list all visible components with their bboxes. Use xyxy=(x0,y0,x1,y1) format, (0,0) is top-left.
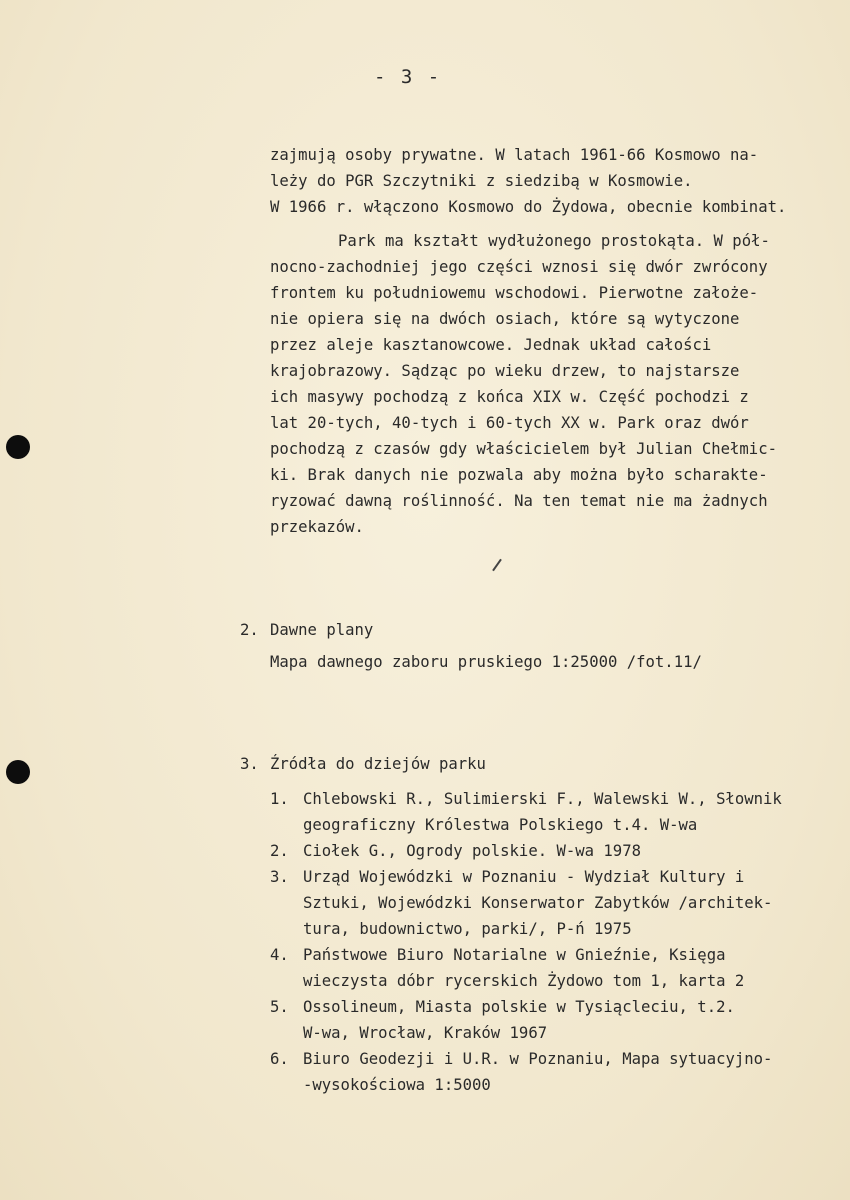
source-line: wieczysta dóbr rycerskich Żydowo tom 1, karta 2 xyxy=(303,972,745,990)
section-line: Mapa dawnego zaboru pruskiego 1:25000 /fot.11/ xyxy=(270,653,702,671)
source-number: 2. xyxy=(270,842,289,860)
section-title: Dawne plany xyxy=(270,621,374,639)
paragraph-line: Park ma kształt wydłużonego prostokąta. W pół- xyxy=(338,232,770,250)
punch-hole-top xyxy=(6,435,30,459)
source-line: Chlebowski R., Sulimierski F., Walewski W., Słownik xyxy=(303,790,782,808)
source-number: 4. xyxy=(270,946,289,964)
source-line: Ossolineum, Miasta polskie w Tysiącleciu, t.2. xyxy=(303,998,735,1016)
paragraph-line: przez aleje kasztanowcowe. Jednak układ całości xyxy=(270,336,712,354)
page-number: - 3 - xyxy=(374,66,442,88)
intro-line: leży do PGR Szczytniki z siedzibą w Kosmowie. xyxy=(270,172,693,190)
source-line: Ciołek G., Ogrody polskie. W-wa 1978 xyxy=(303,842,641,860)
paragraph-line: frontem ku południowemu wschodowi. Pierwotne założe- xyxy=(270,284,759,302)
paragraph-line: ryzować dawną roślinność. Na ten temat nie ma żadnych xyxy=(270,492,768,510)
source-line: Urząd Wojewódzki w Poznaniu - Wydział Kultury i xyxy=(303,868,745,886)
source-line: -wysokościowa 1:5000 xyxy=(303,1076,491,1094)
source-line: tura, budownictwo, parki/, P-ń 1975 xyxy=(303,920,632,938)
section-number: 3. xyxy=(240,755,259,773)
paragraph-line: ki. Brak danych nie pozwala aby można było scharakte- xyxy=(270,466,768,484)
source-line: W-wa, Wrocław, Kraków 1967 xyxy=(303,1024,548,1042)
paragraph-line: nie opiera się na dwóch osiach, które są wytyczone xyxy=(270,310,740,328)
source-line: geograficzny Królestwa Polskiego t.4. W-wa xyxy=(303,816,698,834)
section-title: Źródła do dziejów parku xyxy=(270,755,486,773)
source-number: 5. xyxy=(270,998,289,1016)
source-line: Biuro Geodezji i U.R. w Poznaniu, Mapa sytuacyjno- xyxy=(303,1050,773,1068)
source-number: 1. xyxy=(270,790,289,808)
source-number: 3. xyxy=(270,868,289,886)
punch-hole-bottom xyxy=(6,760,30,784)
source-line: Państwowe Biuro Notarialne w Gnieźnie, Księga xyxy=(303,946,726,964)
paragraph-line: ich masywy pochodzą z końca XIX w. Część pochodzi z xyxy=(270,388,749,406)
source-line: Sztuki, Wojewódzki Konserwator Zabytków /architek- xyxy=(303,894,773,912)
source-number: 6. xyxy=(270,1050,289,1068)
paragraph-line: lat 20-tych, 40-tych i 60-tych XX w. Park oraz dwór xyxy=(270,414,749,432)
pen-mark xyxy=(492,559,502,572)
section-number: 2. xyxy=(240,621,259,639)
intro-line: zajmują osoby prywatne. W latach 1961-66 Kosmowo na- xyxy=(270,146,759,164)
paragraph-line: nocno-zachodniej jego części wznosi się dwór zwrócony xyxy=(270,258,768,276)
paragraph-line: pochodzą z czasów gdy właścicielem był Julian Chełmic- xyxy=(270,440,777,458)
intro-line: W 1966 r. włączono Kosmowo do Żydowa, obecnie kombinat. xyxy=(270,198,787,216)
paragraph-line: krajobrazowy. Sądząc po wieku drzew, to najstarsze xyxy=(270,362,740,380)
paragraph-line: przekazów. xyxy=(270,518,364,536)
